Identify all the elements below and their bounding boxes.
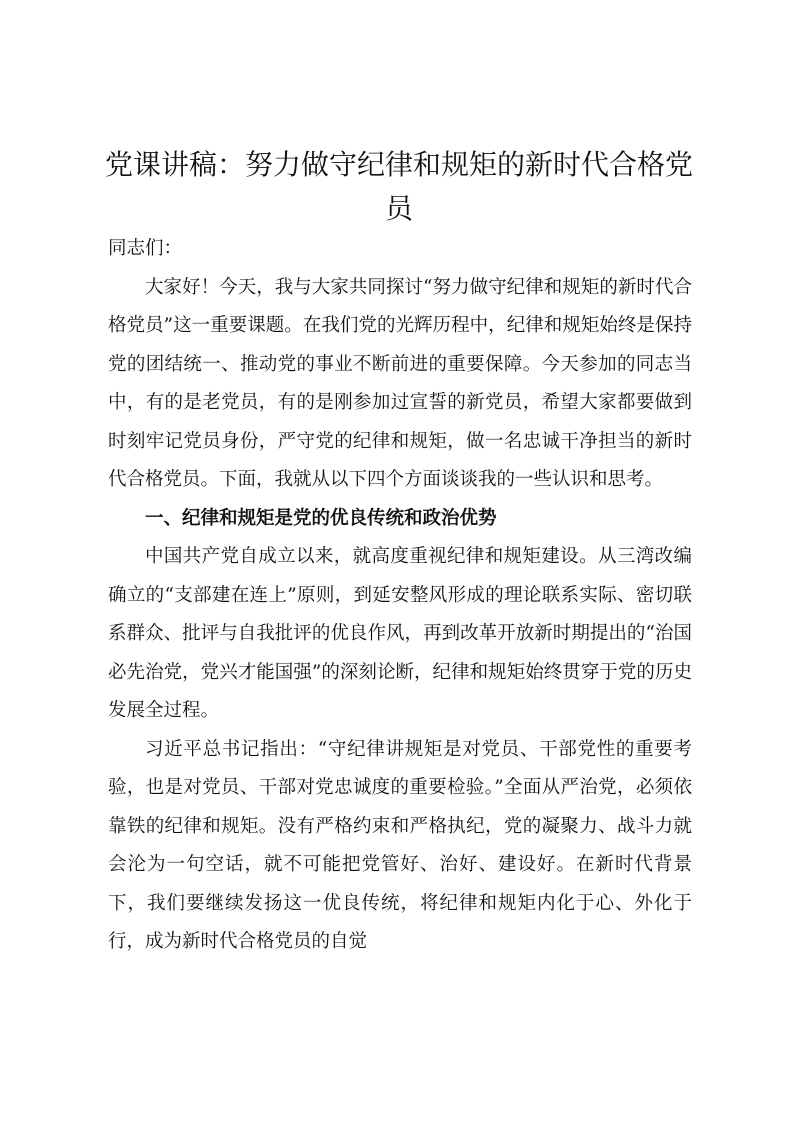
- paragraph-quote: 习近平总书记指出：“守纪律讲规矩是对党员、干部党性的重要考验，也是对党员、干部对党忠诚度的重要检验。”全面从严治党，必须依靠铁的纪律和规矩。没有严格约束和严格执纪，党的凝聚力、战斗力就会沦为一句空话，就不可能把党管好、治好、建设好。在新时代背景下，我们要继续发扬这一优良传统，将纪律和规矩内化于心、外化于行，成为新时代合格党员的自觉: [108, 738, 692, 952]
- document-title: 党课讲稿：努力做守纪律和规矩的新时代合格党员: [105, 148, 694, 225]
- document-body: [108, 230, 692, 962]
- paragraph-intro: 大家好！今天，我与大家共同探讨“努力做守纪律和规矩的新时代合格党员”这一重要课题。在我们党的光辉历程中，纪律和规矩始终是保持党的团结统一、推动党的事业不断前进的重要保障。今天参加的同志当中，有的是老党员，有的是刚参加过宣誓的新党员，希望大家都要做到时刻牢记党员身份，严守党的纪律和规矩，做一名忠诚干净担当的新时代合格党员。下面，我就从以下四个方面谈谈我的一些认识和思考。: [108, 276, 692, 490]
- section-heading-1: 一、纪律和规矩是党的优良传统和政治优势: [145, 507, 497, 529]
- salutation: 同志们：: [108, 238, 183, 259]
- paragraph-history: 中国共产党自成立以来，就高度重视纪律和规矩建设。从三湾改编确立的“支部建在连上”原则，到延安整风形成的理论联系实际、密切联系群众、批评与自我批评的优良作风，再到改革开放新时期提出的“治国必先治党，党兴才能国强”的深刻论断，纪律和规矩始终贯穿于党的历史发展全过程。: [108, 546, 692, 721]
